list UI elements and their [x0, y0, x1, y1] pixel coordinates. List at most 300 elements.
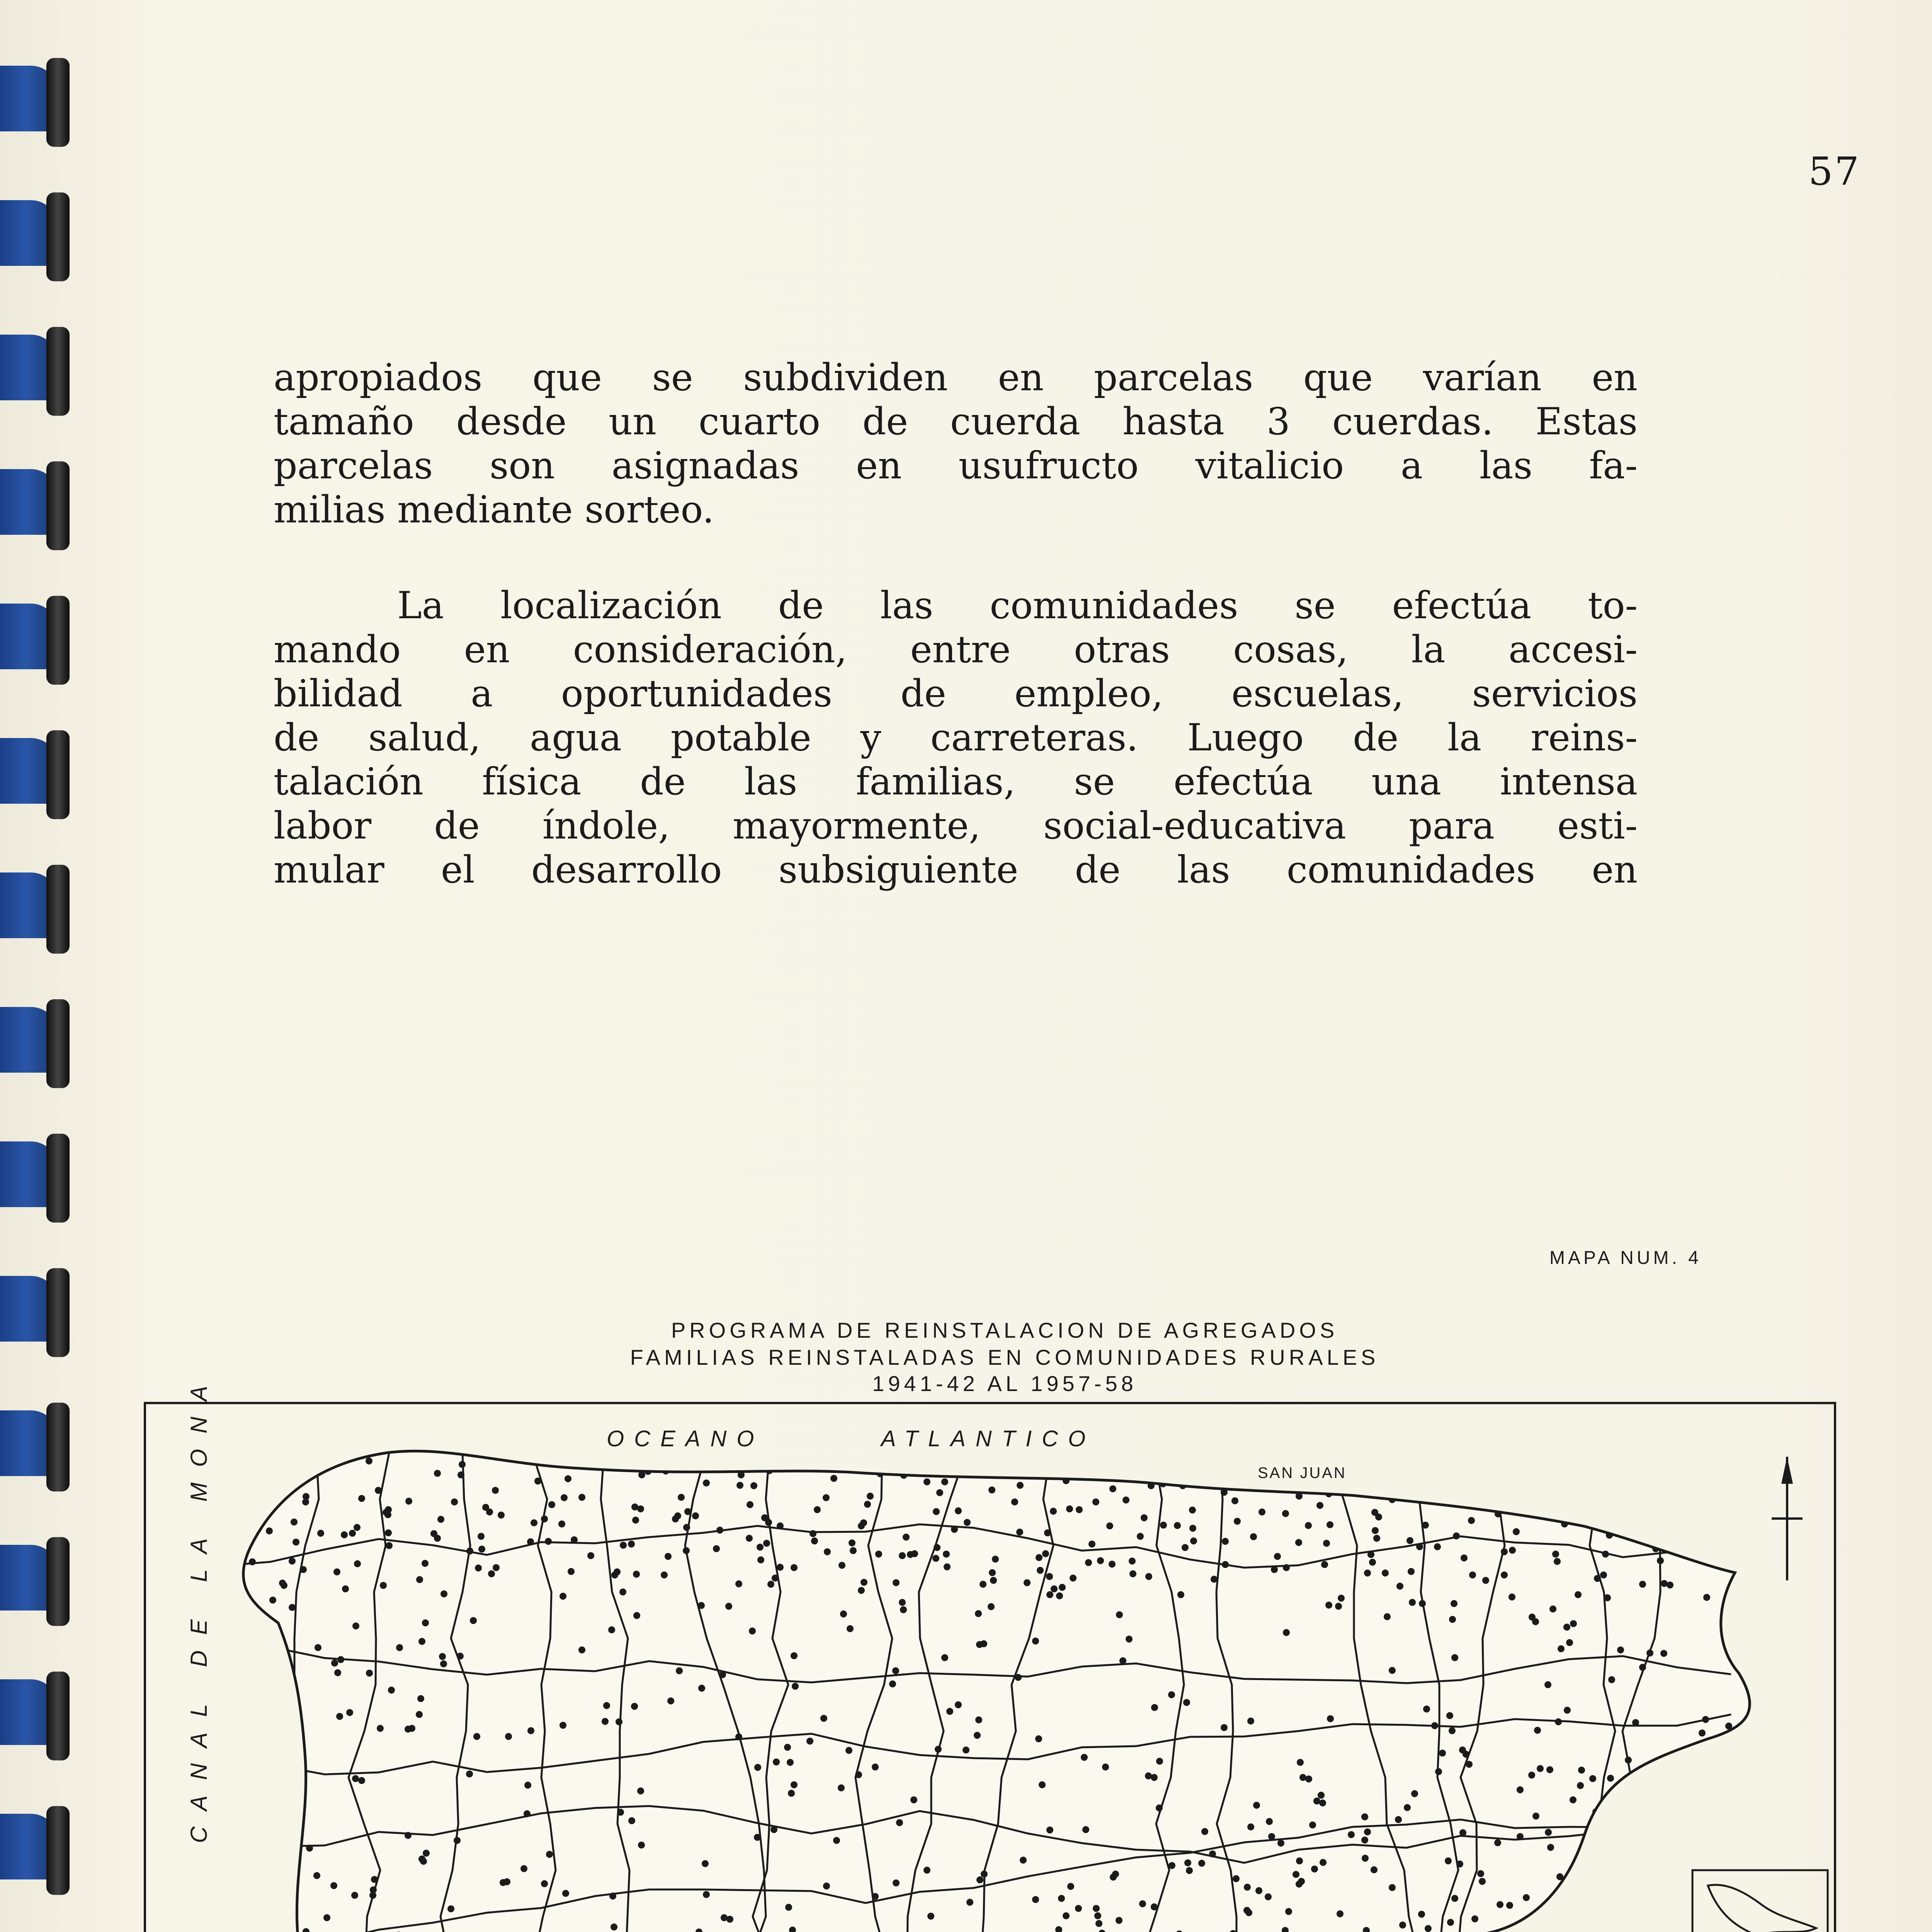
family-dot [473, 1733, 480, 1740]
family-dot [1501, 1571, 1508, 1578]
family-dot [1046, 1591, 1053, 1598]
family-dot [568, 1568, 575, 1575]
family-dot [1088, 1541, 1095, 1548]
family-dot [1466, 1761, 1473, 1768]
family-dot [702, 1860, 709, 1867]
family-dot [578, 1646, 585, 1653]
family-dot [451, 1498, 458, 1505]
family-dot [1661, 1798, 1668, 1804]
family-dot [1537, 1765, 1544, 1772]
family-dot [975, 1610, 982, 1617]
family-dot [633, 1612, 640, 1619]
family-dot [1148, 1482, 1155, 1489]
family-dot [633, 1571, 640, 1578]
text-line: labor de índole, mayormente, social-educativa para esti- [274, 804, 1638, 847]
family-dot [616, 1718, 622, 1725]
family-dot [405, 1498, 412, 1505]
family-dot [417, 1695, 424, 1702]
label-canal-de-la-mona: CANAL DE LA MONA [186, 1370, 212, 1843]
family-dot [1283, 1629, 1290, 1636]
family-dot [1337, 1910, 1344, 1917]
family-dot [1405, 1465, 1412, 1472]
family-dot [988, 1486, 995, 1493]
family-dot [466, 1770, 473, 1777]
family-dot [784, 1744, 791, 1751]
family-dot [1274, 1553, 1281, 1560]
family-dot [1718, 1501, 1725, 1508]
family-dot [1151, 1903, 1158, 1910]
family-dot [1305, 1522, 1312, 1529]
family-dot [1076, 1506, 1083, 1513]
family-dot [674, 1512, 681, 1519]
family-dot [289, 1558, 296, 1565]
family-dot [637, 1505, 644, 1512]
family-dot [269, 1597, 276, 1604]
family-dot [281, 1582, 287, 1589]
family-dot [1265, 1893, 1272, 1900]
family-dot [1389, 1884, 1396, 1891]
family-dot [864, 1501, 871, 1508]
family-dot [1092, 1498, 1099, 1505]
family-dot [475, 1565, 482, 1571]
family-dot [384, 1511, 391, 1518]
family-dot [1517, 1786, 1524, 1793]
family-dot [1182, 1544, 1189, 1551]
family-dot [1266, 1818, 1273, 1825]
family-dot [1372, 1527, 1379, 1534]
family-dot [1247, 1459, 1254, 1466]
family-dot [602, 1718, 609, 1725]
family-dot [1296, 1857, 1303, 1864]
island-outline [243, 1451, 1750, 1932]
family-dot [603, 1702, 610, 1709]
family-dot [638, 1471, 645, 1478]
family-dot [1651, 1926, 1658, 1932]
family-dot [1318, 1792, 1325, 1799]
family-dot [1335, 1603, 1342, 1610]
family-dot [676, 1667, 683, 1674]
family-dot [1477, 1870, 1484, 1877]
family-dot [434, 1470, 441, 1477]
family-dot [747, 1501, 753, 1508]
family-dot [899, 1552, 906, 1559]
family-dot [1042, 1550, 1049, 1557]
family-dot [1523, 1483, 1530, 1490]
family-dot [1311, 1866, 1318, 1872]
family-dot [280, 1764, 287, 1770]
family-dot [527, 1727, 534, 1734]
family-dot [1446, 1712, 1453, 1719]
family-dot [1461, 1554, 1468, 1561]
family-dot [1051, 1585, 1058, 1592]
family-dot [388, 1687, 395, 1694]
family-dot [1373, 1535, 1380, 1542]
family-dot [351, 1892, 358, 1899]
family-dot [1244, 1472, 1251, 1479]
family-dot [505, 1733, 512, 1740]
family-dot [1699, 1730, 1706, 1736]
family-dot [1389, 1667, 1396, 1674]
family-dot [1695, 1554, 1702, 1561]
family-dot [1364, 1570, 1371, 1577]
family-dot [907, 1551, 914, 1558]
family-dot [989, 1569, 996, 1576]
family-dot [245, 1771, 252, 1778]
family-dot [736, 1482, 743, 1489]
family-dot [961, 1462, 968, 1469]
family-dot [262, 1694, 269, 1701]
family-dot [777, 1564, 784, 1571]
family-dot [1282, 1510, 1289, 1517]
family-dot [1575, 1868, 1582, 1875]
family-dot [1035, 1735, 1042, 1742]
family-dot [900, 1606, 907, 1613]
family-dot [1347, 1477, 1354, 1484]
family-dot [342, 1585, 349, 1592]
family-dot [1112, 1871, 1119, 1878]
family-dot [562, 1890, 569, 1897]
family-dot [941, 1654, 948, 1661]
family-dot [716, 1527, 723, 1534]
label-atlantico: ATLANTICO [881, 1426, 1096, 1451]
family-dot [628, 1817, 635, 1824]
family-dot [249, 1558, 256, 1565]
family-dot [678, 1494, 685, 1501]
family-dot [1320, 1859, 1327, 1866]
family-dot [1106, 1522, 1113, 1529]
family-dot [1423, 1706, 1430, 1713]
family-dot [1116, 1917, 1122, 1924]
family-dot [1168, 1691, 1175, 1698]
family-dot [845, 1747, 852, 1754]
family-dot [1458, 1493, 1465, 1500]
family-dot [1732, 1760, 1739, 1767]
family-dot [1422, 1522, 1429, 1529]
family-dot [420, 1858, 427, 1865]
family-dot [719, 1671, 726, 1678]
family-dot [252, 1509, 259, 1516]
text-line: mular el desarrollo subsiguiente de las comunidades en [274, 848, 1638, 891]
family-dot [440, 1590, 447, 1597]
family-dot [524, 1782, 531, 1789]
family-dot [1482, 1494, 1489, 1501]
family-dot [1139, 1900, 1146, 1907]
family-dot [248, 1716, 255, 1723]
family-dot [1067, 1883, 1074, 1890]
family-dot [777, 1458, 784, 1464]
family-dot [975, 1716, 982, 1723]
family-dot [1558, 1645, 1565, 1652]
family-dot [787, 1759, 794, 1766]
family-dot [454, 1837, 461, 1844]
family-dot [946, 1708, 953, 1715]
family-dot [1129, 1570, 1136, 1577]
family-dot [772, 1575, 779, 1582]
family-dot [1695, 1536, 1702, 1543]
family-dot [667, 1697, 674, 1704]
family-dot [637, 1787, 644, 1794]
family-dot [1740, 1565, 1747, 1572]
family-dot [1122, 1497, 1129, 1503]
family-dot [1608, 1676, 1615, 1683]
family-dot [1497, 1901, 1503, 1908]
family-dot [247, 1908, 253, 1915]
family-dot [1396, 1583, 1403, 1590]
family-dot [1453, 1532, 1460, 1539]
family-dot [763, 1540, 770, 1547]
family-dot [628, 1541, 635, 1548]
family-dot [810, 1530, 816, 1537]
family-dot [965, 1462, 972, 1469]
family-dot [1116, 1611, 1123, 1618]
family-dot [358, 1495, 365, 1502]
family-dot [936, 1489, 943, 1496]
family-dot [1097, 1557, 1104, 1564]
family-dot [281, 1711, 287, 1718]
text-line: milias mediante sorteo. [274, 488, 714, 531]
family-dot [1406, 1537, 1413, 1544]
family-dot [1639, 1581, 1646, 1588]
family-dot [498, 1512, 505, 1519]
family-dot [855, 1771, 862, 1778]
family-dot [1594, 1575, 1601, 1582]
family-dot [617, 1809, 624, 1816]
family-dot [1616, 1921, 1622, 1928]
family-dot [1137, 1533, 1144, 1540]
family-dot [291, 1519, 298, 1526]
family-dot [964, 1519, 971, 1526]
family-dot [437, 1516, 444, 1523]
family-dot [1039, 1781, 1046, 1788]
family-dot [692, 1512, 699, 1519]
family-dot [943, 1551, 950, 1558]
family-dot [1212, 1472, 1219, 1479]
family-dot [1577, 1782, 1584, 1789]
family-dot [1590, 1876, 1597, 1883]
family-dot [1607, 1775, 1614, 1782]
family-dot [1058, 1895, 1065, 1902]
text-line: talación física de las familias, se efectúa una intensa [274, 760, 1638, 803]
family-dot [735, 1733, 742, 1740]
family-dot [638, 1842, 645, 1849]
family-dot [767, 1581, 774, 1588]
family-dot [1011, 1498, 1018, 1505]
family-dot [265, 1473, 272, 1480]
family-dot [1259, 1509, 1265, 1515]
family-dot [1711, 1828, 1718, 1835]
family-dot [1662, 1893, 1669, 1900]
family-dot [358, 1777, 365, 1784]
family-dot [1668, 1895, 1675, 1902]
family-dot [1222, 1561, 1229, 1568]
family-dot [1145, 1573, 1152, 1580]
family-dot [608, 1626, 615, 1633]
family-dot [1509, 1547, 1516, 1554]
family-dot [1093, 1905, 1100, 1912]
family-dot [1506, 1902, 1513, 1909]
family-dot [1050, 1508, 1057, 1515]
family-dot [833, 1837, 840, 1844]
family-dot [313, 1872, 320, 1879]
family-dot [1360, 1459, 1367, 1466]
family-dot [1020, 1857, 1027, 1864]
family-dot [289, 1604, 296, 1611]
family-dot [899, 1599, 906, 1606]
family-dot [1714, 1737, 1721, 1744]
family-dot [1732, 1543, 1739, 1550]
family-dot [578, 1494, 585, 1501]
family-dot [1243, 1477, 1250, 1484]
family-dot [1439, 1750, 1446, 1757]
family-dot [1416, 1543, 1423, 1550]
family-dot [482, 1504, 489, 1511]
label-oceano: OCEANO [607, 1426, 764, 1451]
inset-culebra-box [1692, 1870, 1828, 1932]
family-dot [988, 1603, 995, 1610]
family-dot [1327, 1715, 1334, 1722]
family-dot [1082, 1826, 1089, 1833]
family-dot [1449, 1616, 1456, 1623]
family-dot [1119, 1657, 1126, 1664]
family-dot [1189, 1507, 1196, 1514]
family-dot [665, 1553, 672, 1560]
family-dot [990, 1577, 997, 1584]
family-dot [1425, 1925, 1432, 1932]
family-dot [932, 1555, 939, 1562]
family-dot [466, 1548, 473, 1554]
family-dot [459, 1461, 466, 1468]
family-dot [337, 1656, 344, 1663]
family-dot [1221, 1489, 1228, 1496]
family-dot [1046, 1573, 1053, 1580]
family-dot [493, 1564, 500, 1571]
family-dot [1657, 1557, 1664, 1564]
family-dot [366, 1670, 373, 1677]
family-dot [1160, 1522, 1167, 1529]
family-dot [754, 1764, 761, 1771]
family-dot [1552, 1551, 1559, 1558]
family-dot [791, 1564, 798, 1571]
family-dot [1523, 1894, 1530, 1901]
family-dot [840, 1611, 847, 1617]
family-dot [1725, 1723, 1732, 1730]
family-dot [1604, 1594, 1611, 1601]
family-dot [770, 1826, 777, 1833]
family-dot [1109, 1561, 1116, 1568]
family-dot [1730, 1611, 1736, 1617]
family-dot [1316, 1502, 1323, 1509]
family-dot [684, 1508, 691, 1515]
family-dot [1534, 1727, 1541, 1734]
family-dot [1552, 1903, 1559, 1910]
family-dot [1651, 1520, 1658, 1527]
family-dot [1095, 1920, 1102, 1927]
family-dot [632, 1517, 639, 1524]
family-dot [1617, 1646, 1624, 1653]
family-dot [1736, 1630, 1743, 1637]
family-dot [1016, 1529, 1023, 1536]
family-dot [1201, 1828, 1208, 1835]
family-dot [418, 1638, 425, 1645]
family-dot [323, 1914, 330, 1921]
family-dot [773, 1759, 780, 1765]
family-dot [788, 1790, 795, 1797]
family-dot [265, 1861, 272, 1868]
family-dot [1075, 1905, 1082, 1912]
family-dot [317, 1530, 324, 1537]
family-dot [761, 1514, 768, 1521]
text-line: apropiados que se subdividen en parcelas que varían en [274, 356, 1638, 399]
family-dot [1563, 1624, 1570, 1631]
family-dot [1447, 1919, 1454, 1926]
family-dot [811, 1537, 818, 1544]
family-dot [1183, 1699, 1190, 1706]
family-dot [1706, 1775, 1713, 1782]
family-dot [492, 1487, 499, 1494]
family-dot [1730, 1906, 1737, 1913]
family-dot [619, 1588, 626, 1595]
family-dot [380, 1582, 387, 1589]
family-dot [1451, 1654, 1458, 1661]
family-dot [1602, 1551, 1609, 1558]
family-dot [1247, 1718, 1254, 1725]
family-dot [370, 1886, 377, 1893]
family-dot [609, 1893, 616, 1900]
family-dot [900, 1472, 907, 1479]
family-dot [1233, 1875, 1240, 1882]
family-dot [1382, 1570, 1389, 1577]
family-dot [934, 1544, 940, 1551]
map-title-line-1: PROGRAMA DE REINSTALACION DE AGREGADOS [671, 1318, 1338, 1342]
family-dot [1070, 1575, 1077, 1582]
family-dot [1419, 1600, 1426, 1607]
family-dot [265, 1491, 272, 1498]
family-dot [661, 1571, 668, 1578]
family-dot [558, 1520, 565, 1527]
family-dot [1113, 1467, 1120, 1474]
family-dot [1414, 1476, 1421, 1483]
family-dot [1502, 1473, 1509, 1480]
family-dot [1575, 1891, 1582, 1898]
family-dot [1718, 1760, 1725, 1767]
family-dot [527, 1538, 534, 1545]
family-dot [1384, 1613, 1391, 1620]
family-dot [385, 1529, 392, 1536]
family-dot [1434, 1543, 1441, 1550]
family-dot [1445, 1857, 1452, 1864]
family-dot [867, 1493, 874, 1500]
family-dot [457, 1653, 464, 1660]
family-dot [838, 1784, 845, 1791]
family-dot [749, 1628, 756, 1634]
family-dot [1681, 1836, 1688, 1843]
family-dot [713, 1545, 720, 1552]
family-dot [1024, 1579, 1031, 1586]
family-dot [1719, 1744, 1726, 1751]
family-dot [1156, 1804, 1163, 1811]
family-dot [620, 1542, 627, 1549]
family-dot [698, 1602, 705, 1609]
family-dot [757, 1556, 764, 1563]
family-dot [248, 1528, 255, 1535]
family-dot [1624, 1526, 1631, 1533]
family-dot [1271, 1566, 1278, 1573]
family-dot [349, 1530, 356, 1537]
family-dot [1250, 1533, 1257, 1540]
family-dot [1676, 1764, 1683, 1771]
family-dot [1198, 1860, 1205, 1867]
family-dot [545, 1538, 552, 1545]
